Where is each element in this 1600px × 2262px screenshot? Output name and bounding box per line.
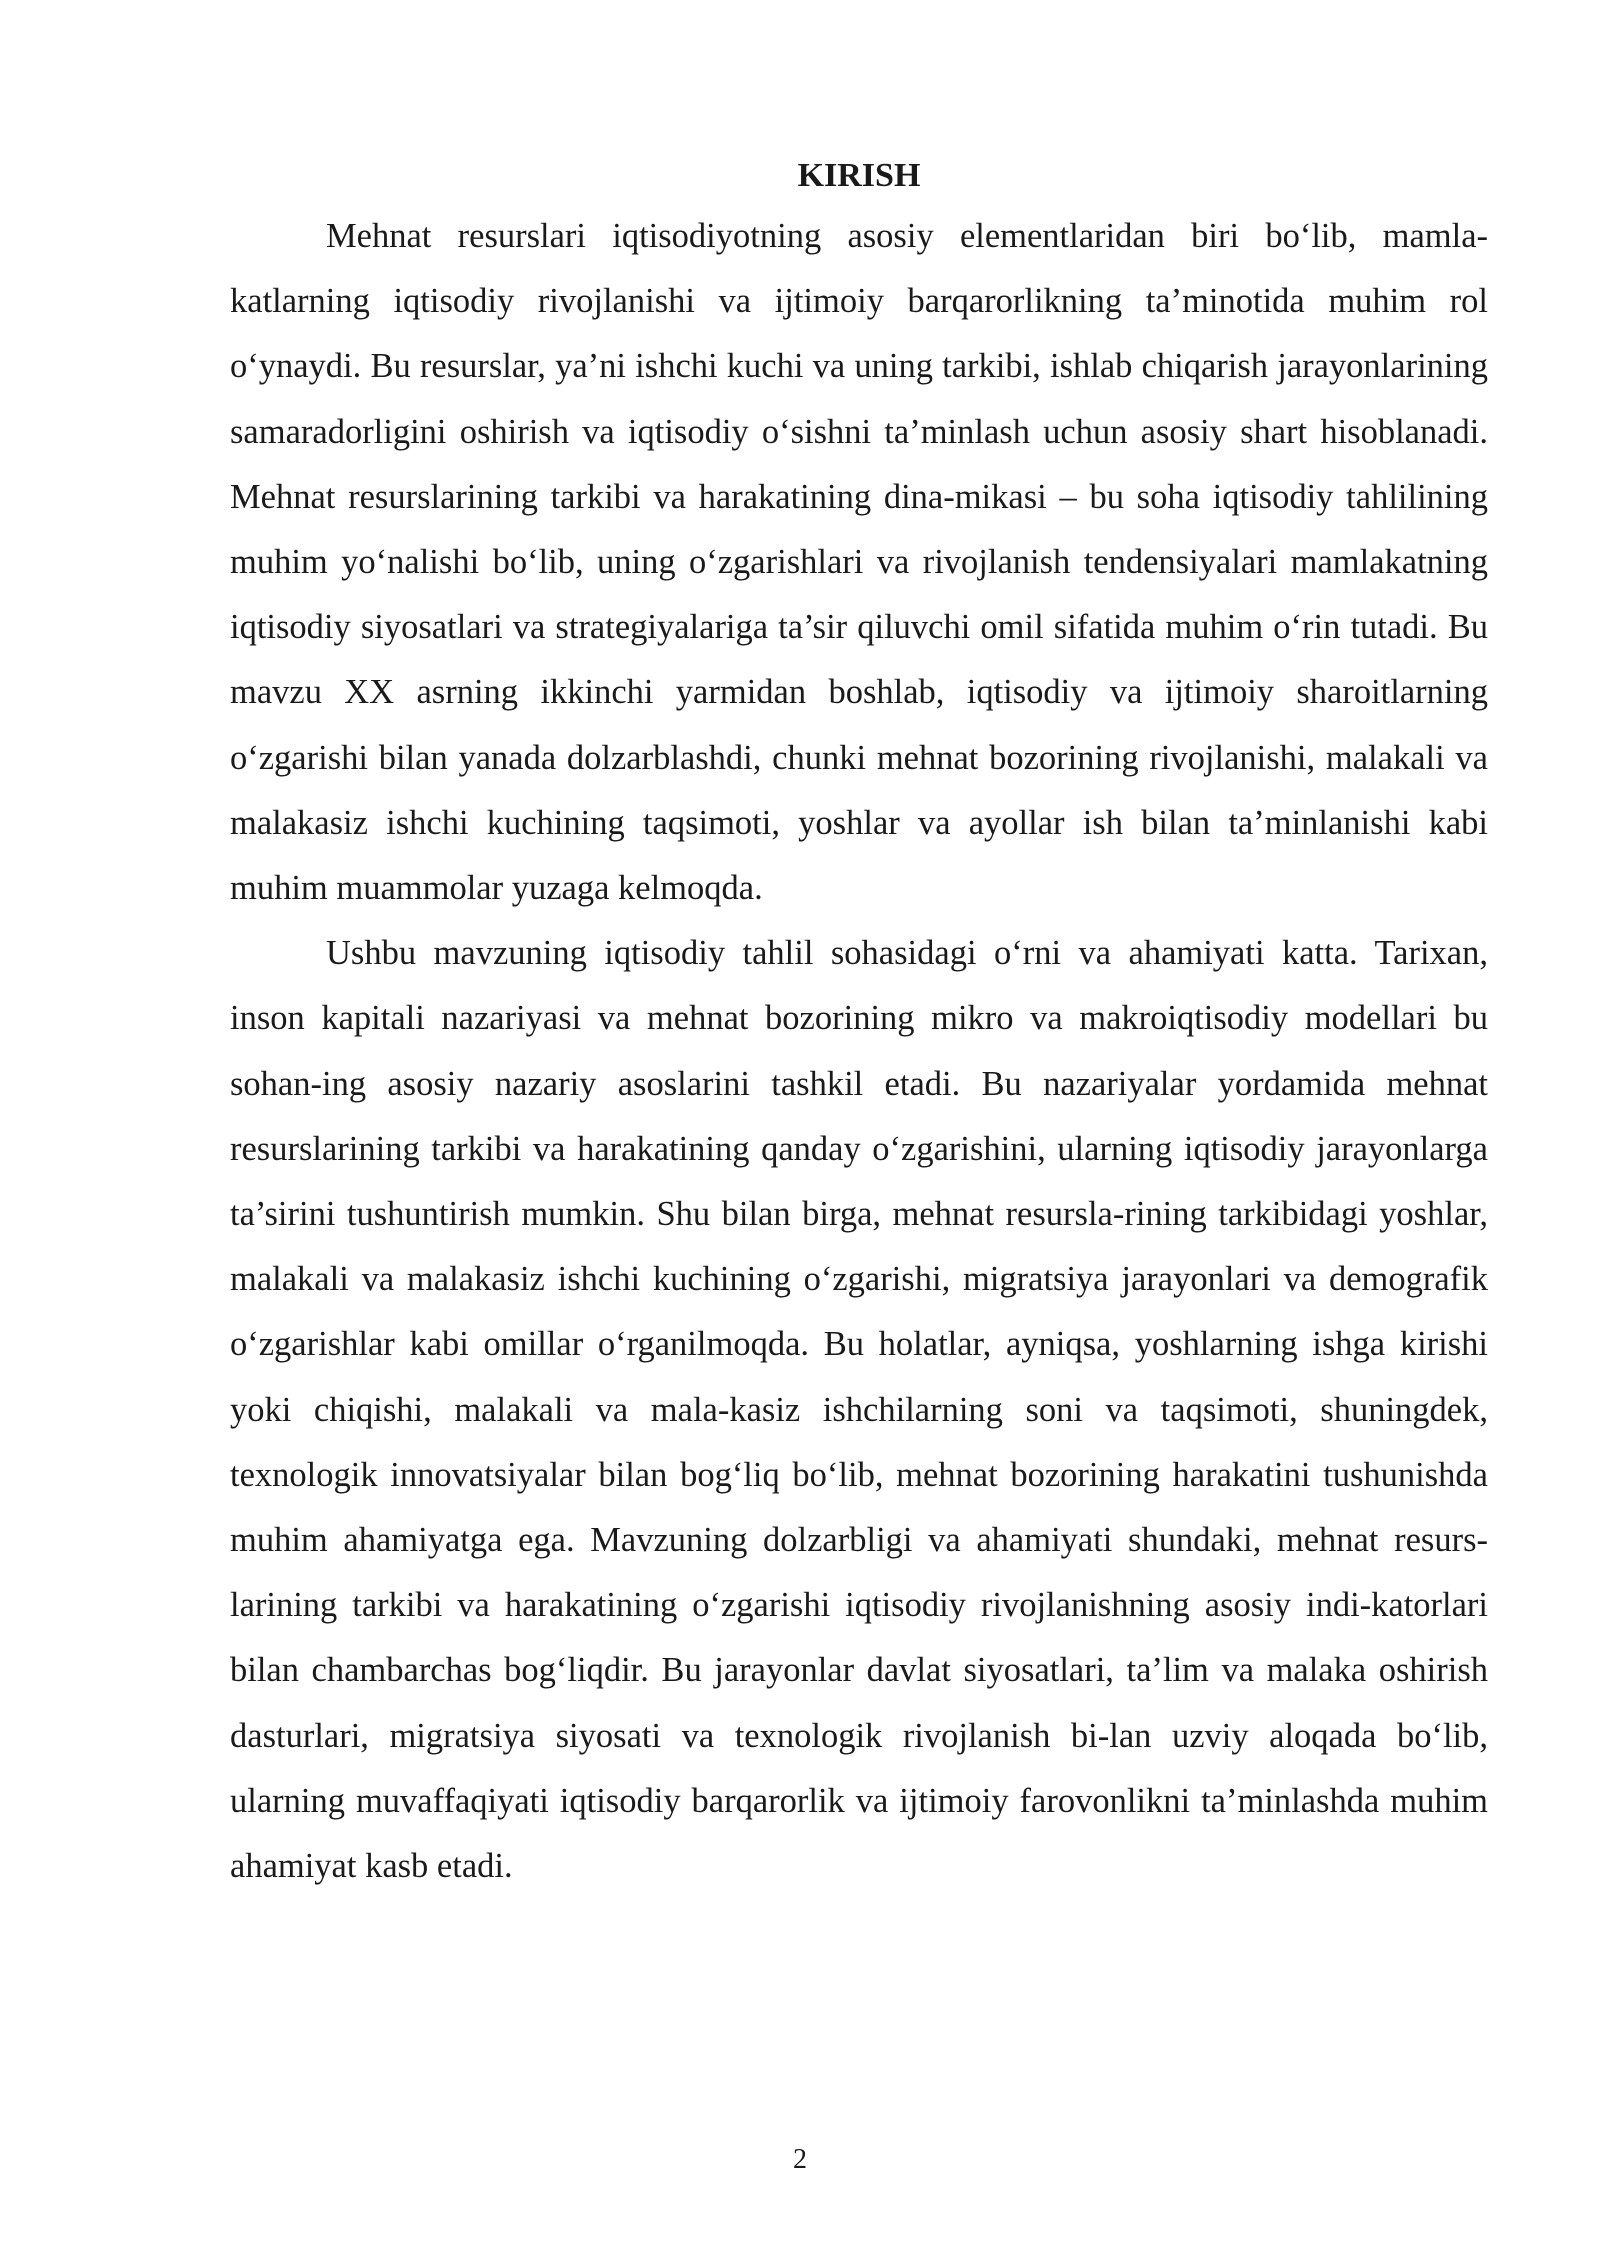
section-heading: KIRISH <box>797 157 921 194</box>
paragraph-2: Ushbu mavzuning iqtisodiy tahlil sohasidagi o‘rni va ahamiyati katta. Tarixan, inson kapitali nazariyasi va mehnat bozorining mikro va makroiqtisodiy modellari bu sohan-ing asosiy nazariy asoslarini tashkil etadi. Bu nazariyalar yordamida mehnat resurslarining tarkibi va harakatining qanday o‘zgarishini, ularning iqtisodiy jarayonlarga ta’sirini tushuntirish mumkin. Shu bilan birga, mehnat resursla-rining tarkibidagi yoshlar, malakali va malakasiz ishchi kuchining o‘zgarishi, migratsiya jarayonlari va demografik o‘zgarishlar kabi omillar o‘rganilmoqda. Bu holatlar, ayniqsa, yoshlarning ishga kirishi yoki chiqishi, malakali va mala-kasiz ishchilarning soni va taqsimoti, shuningdek, texnologik innovatsiyalar bilan bog‘liq bo‘lib, mehnat bozorining harakatini tushunishda muhim ahamiyatga ega. Mavzuning dolzarbligi va ahamiyati shundaki, mehnat resurs-larining tarkibi va harakatining o‘zgarishi iqtisodiy rivojlanishning asosiy indi-katorlari bilan chambarchas bog‘liqdir. Bu jarayonlar davlat siyosatlari, ta’lim va malaka oshirish dasturlari, migratsiya siyosati va texnologik rivojlanish bi-lan uzviy aloqada bo‘lib, ularning muvaffaqiyati iqtisodiy barqarorlik va ijtimoiy farovonlikni ta’minlashda muhim ahamiyat kasb etadi. <box>230 934 1488 1886</box>
page-number: 2 <box>793 2144 807 2175</box>
paragraph-1: Mehnat resurslari iqtisodiyotning asosiy elementlaridan biri bo‘lib, mamla-katlarning iqtisodiy rivojlanishi va ijtimoiy barqarorlikning ta’minotida muhim rol o‘ynaydi. Bu resurslar, ya’ni ishchi kuchi va uning tarkibi, ishlab chiqarish jarayonlarining samaradorligini oshirish va iqtisodiy o‘sishni ta’minlash uchun asosiy shart hisoblanadi. Mehnat resurslarining tarkibi va harakatining dina-mikasi – bu soha iqtisodiy tahlilining muhim yo‘nalishi bo‘lib, uning o‘zgarishlari va rivojlanish tendensiyalari mamlakatning iqtisodiy siyosatlari va strategiyalariga ta’sir qiluvchi omil sifatida muhim o‘rin tutadi. Bu mavzu XX asrning ikkinchi yarmidan boshlab, iqtisodiy va ijtimoiy sharoitlarning o‘zgarishi bilan yanada dolzarblashdi, chunki mehnat bozorining rivojlanishi, malakali va malakasiz ishchi kuchining taqsimoti, yoshlar va ayollar ish bilan ta’minlanishi kabi muhim muammolar yuzaga kelmoqda. <box>230 217 1488 908</box>
page-body <box>230 150 1488 1899</box>
